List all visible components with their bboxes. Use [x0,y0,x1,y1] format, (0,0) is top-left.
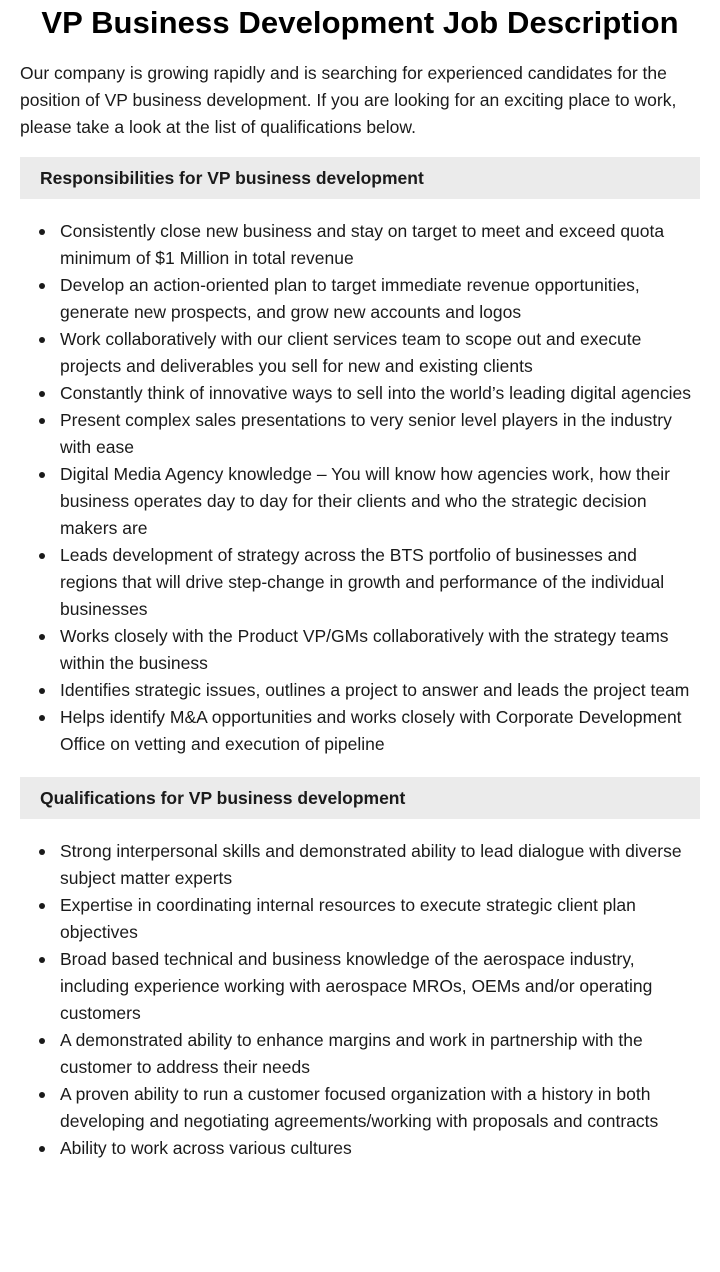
list-item-text: Ability to work across various cultures [60,1138,352,1158]
list-item-text: Expertise in coordinating internal resources to execute strategic client plan objectives [60,895,636,942]
list-item [60,272,700,326]
list-item [60,326,700,380]
list-item-text: Develop an action-oriented plan to target immediate revenue opportunities, generate new prospects, and grow new accounts and logos [60,275,640,322]
list-item-text: Work collaboratively with our client services team to scope out and execute projects and deliverables you sell for new and existing clients [60,329,642,376]
bullet-icon [39,229,45,235]
bullet-icon [39,1038,45,1044]
bullet-icon [39,418,45,424]
bullet-icon [39,715,45,721]
list-item [60,892,700,946]
qualifications-list [20,838,700,1162]
list-item [60,542,700,623]
list-item [60,838,700,892]
list-item-text: Present complex sales presentations to very senior level players in the industry with ease [60,410,672,457]
responsibilities-header [20,157,700,199]
responsibilities-heading: Responsibilities for VP business development [40,167,424,188]
bullet-icon [39,688,45,694]
responsibilities-list [20,218,700,758]
bullet-icon [39,553,45,559]
list-item [60,704,700,758]
list-item [60,677,700,704]
qualifications-section [20,777,700,1162]
list-item [60,623,700,677]
qualifications-header [20,777,700,819]
bullet-icon [39,903,45,909]
list-item-text: Strong interpersonal skills and demonstrated ability to lead dialogue with diverse subject matter experts [60,841,682,888]
intro-paragraph: Our company is growing rapidly and is searching for experienced candidates for the position of VP business development. If you are looking for an exciting place to work, please take a look at the list of qualifications below. [20,63,677,137]
list-item [60,1081,700,1135]
list-item-text: A demonstrated ability to enhance margins and work in partnership with the customer to address their needs [60,1030,643,1077]
list-item [60,380,700,407]
list-item [60,946,700,1027]
list-item [60,218,700,272]
list-item-text: Digital Media Agency knowledge – You will know how agencies work, how their business operates day to day for their clients and who the strategic decision makers are [60,464,670,538]
list-item [60,461,700,542]
list-item-text: Works closely with the Product VP/GMs collaboratively with the strategy teams within the business [60,626,669,673]
responsibilities-section [20,157,700,758]
bullet-icon [39,472,45,478]
list-item [60,1135,700,1162]
bullet-icon [39,337,45,343]
qualifications-heading: Qualifications for VP business development [40,787,406,808]
bullet-icon [39,1146,45,1152]
list-item-text: Constantly think of innovative ways to sell into the world’s leading digital agencies [60,383,692,403]
list-item [60,1027,700,1081]
list-item [60,407,700,461]
list-item-text: Consistently close new business and stay on target to meet and exceed quota minimum of $1 Million in total revenue [60,221,665,268]
list-item-text: A proven ability to run a customer focused organization with a history in both developing and negotiating agreements/working with proposals and contracts [60,1084,659,1131]
page-title: VP Business Development Job Description [41,5,679,40]
bullet-icon [39,957,45,963]
bullet-icon [39,1092,45,1098]
bullet-icon [39,849,45,855]
list-item-text: Identifies strategic issues, outlines a project to answer and leads the project team [60,680,690,700]
bullet-icon [39,283,45,289]
list-item-text: Broad based technical and business knowledge of the aerospace industry, including experience working with aerospace MROs, OEMs and/or operating customers [60,949,653,1023]
list-item-text: Helps identify M&A opportunities and works closely with Corporate Development Office on vetting and execution of pipeline [60,707,682,754]
bullet-icon [39,634,45,640]
list-item-text: Leads development of strategy across the BTS portfolio of businesses and regions that will drive step-change in growth and performance of the individual businesses [60,545,665,619]
bullet-icon [39,391,45,397]
